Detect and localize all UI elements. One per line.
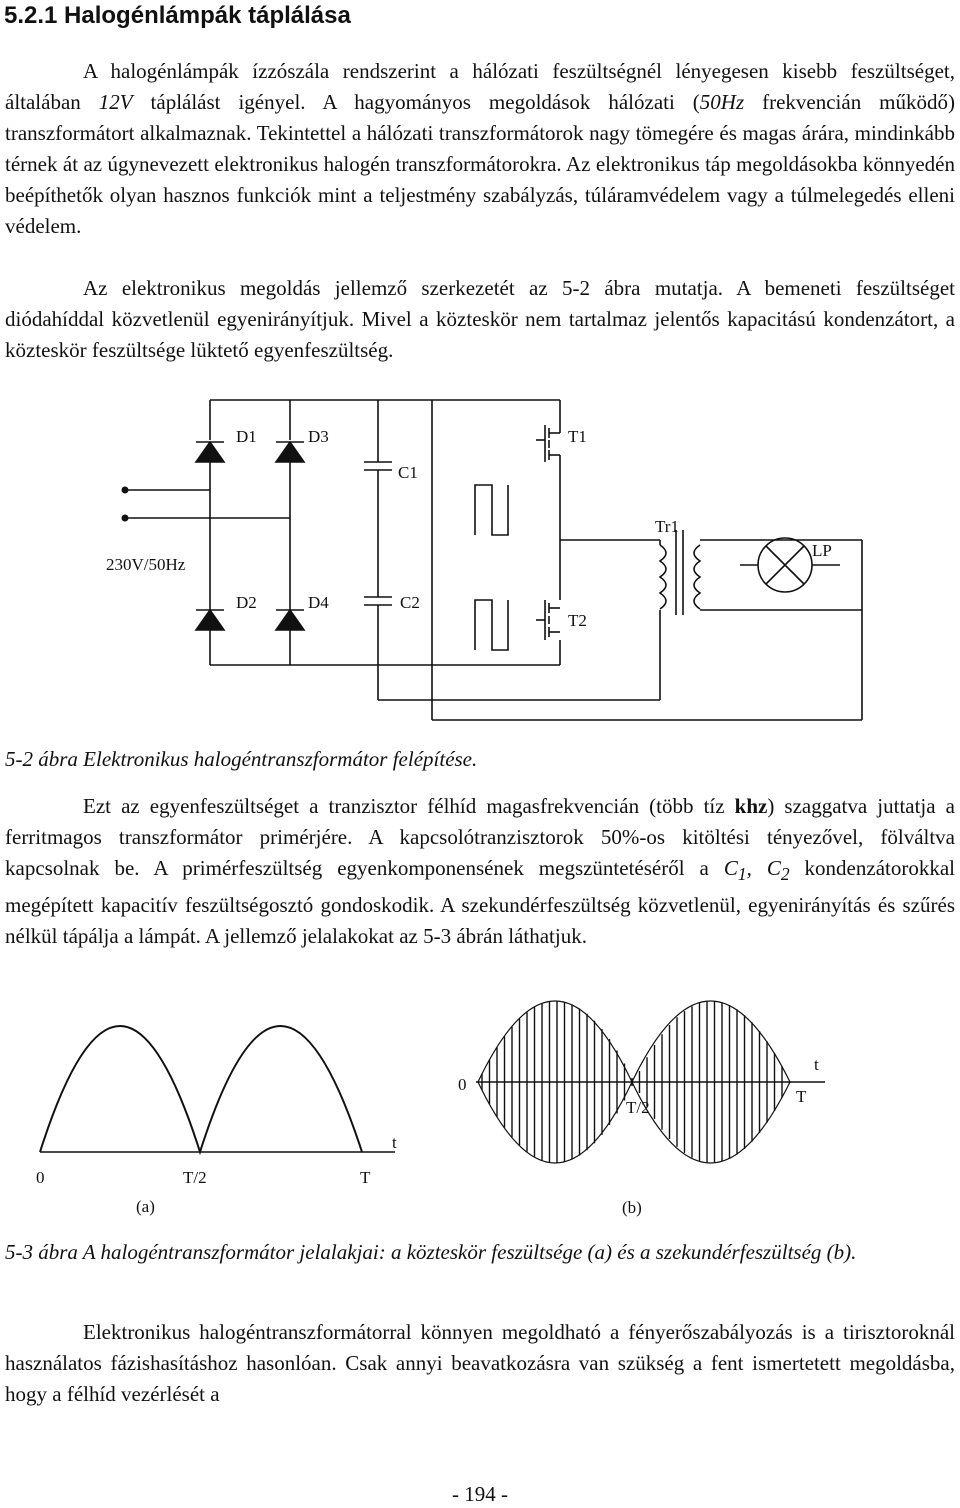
rectified-wave-path <box>40 1026 362 1152</box>
a-label: (a) <box>136 1197 155 1216</box>
b-label: (b) <box>622 1198 642 1217</box>
t2-label: T2 <box>568 611 587 630</box>
d3-label: D3 <box>308 427 329 446</box>
page-number: - 194 - <box>452 1482 508 1506</box>
envelope-lower <box>478 1082 790 1163</box>
circuit-diagram <box>0 380 960 725</box>
b-axis-t: t <box>814 1055 819 1074</box>
c2-label: C2 <box>400 593 420 612</box>
d4-label: D4 <box>308 593 329 612</box>
a-tick-T: T <box>360 1168 371 1187</box>
c1-label: C1 <box>398 463 418 482</box>
a-tick-half: T/2 <box>183 1168 207 1187</box>
figure-5-3-caption: 5-3 ábra A halogéntranszformátor jelalakjai: a közteskör feszültsége (a) és a szekundérfeszültség (b). <box>5 1240 857 1264</box>
paragraph-2: Az elektronikus megoldás jellemző szerkezetét az 5-2 ábra mutatja. A bemeneti feszültséget diódahíddal közvetlenül egyenirányítjuk. Mivel a közteskör nem tartalmaz jelentős kapacitású kondenzátort, a közteskör feszültsége lüktető egyenfeszültség. <box>5 276 955 362</box>
t1-label: T1 <box>568 427 587 446</box>
tr1-label: Tr1 <box>655 517 679 536</box>
section-heading: 5.2.1 Halogénlámpák táplálása <box>4 2 351 29</box>
figure-5-2-caption: 5-2 ábra Elektronikus halogéntranszformátor felépítése. <box>5 747 478 771</box>
paragraph-3: Ezt az egyenfeszültséget a tranzisztor félhíd magasfrekvencián (több tíz khz) szaggatva juttatja a ferritmagos transzformátor primérjére. A kapcsolótranzisztorok 50%-os kitöltési tényezővel, fölváltva kapcsolnak be. A primérfeszültség egyenkomponensének megszüntetéséről a $C_1$, $C_2$ kondenzátorokkal megépített kapacitív feszültségosztó gondoskodik. A szekundérfeszültség közvetlenül, egyenirányítás és szűrés nélkül tápálja a lámpát. A jellemző jelalakokat az 5-3 ábrán láthatjuk. <box>5 794 955 949</box>
b-tick-half: T/2 <box>626 1098 650 1117</box>
waveform-b <box>440 980 860 1225</box>
waveform-a <box>0 980 440 1225</box>
source-label: 230V/50Hz <box>106 555 186 574</box>
d2-label: D2 <box>236 593 257 612</box>
paragraph-1: A halogénlámpák ízzószála rendszerint a hálózati feszültségnél lényegesen kisebb feszültséget, általában 12V táplálást igényel. A hagyományos megoldások hálózati (50Hz frekvencián működő) transzformátort alkalmaznak. Tekintettel a hálózati transzformátorok nagy tömegére és magas árára, mindinkább térnek át az úgynevezett elektronikus halogén transzformátorokra. Az elektronikus táp megoldásokba könnyedén beépíthetők olyan hasznos funkciók mint a teljestmény szabályzás, túláramvédelem vagy a túlmelegedés elleni védelem. <box>5 59 955 238</box>
paragraph-4: Elektronikus halogéntranszformátorral könnyen megoldható a fényerőszabályozás is a tirisztoroknál használatos fázishasításhoz hasonlóan. Csak annyi beavatkozásra van szükség a fent ismertetett megoldásba, hogy a félhíd vezérlését a <box>5 1320 955 1406</box>
d1-label: D1 <box>236 427 257 446</box>
envelope-upper <box>478 1001 790 1082</box>
lp-label: LP <box>812 541 832 560</box>
b-tick-T: T <box>796 1087 807 1106</box>
b-tick-0: 0 <box>458 1075 467 1094</box>
a-axis-t: t <box>392 1133 397 1152</box>
a-tick-0: 0 <box>36 1168 45 1187</box>
